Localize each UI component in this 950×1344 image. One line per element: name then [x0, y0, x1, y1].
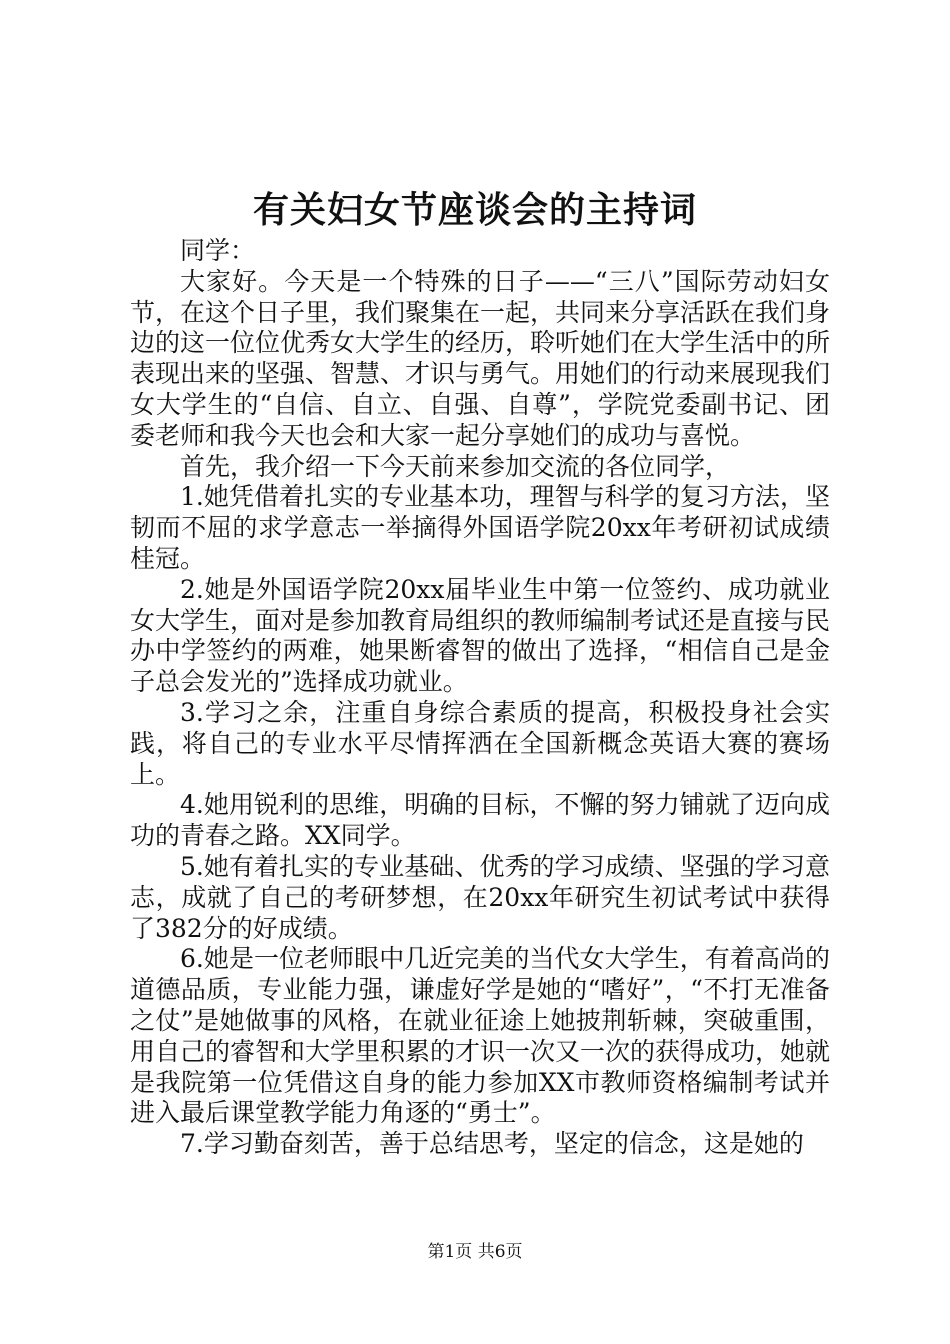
list-item-6: 6.她是一位老师眼中几近完美的当代女大学生，有着高尚的道德品质，专业能力强，谦虚好学是她的“嗜好”，“不打无准备之仗”是她做事的风格，在就业征途上她披荆斩棘，突破重围，用自己的睿智和大学里积累的才识一次又一次的获得成功，她就是我院第一位凭借这自身的能力参加XX市教师资格编制考试并进入最后课堂教学能力角逐的“勇士”。	[130, 944, 831, 1128]
list-item-5: 5.她有着扎实的专业基础、优秀的学习成绩、坚强的学习意志，成就了自己的考研梦想，在20xx年研究生初试考试中获得了382分的好成绩。	[130, 851, 830, 943]
list-item-7: 7.学习勤奋刻苦，善于总结思考，坚定的信念，这是她的	[180, 1129, 804, 1159]
page-title: 有关妇女节座谈会的主持词	[252, 189, 697, 231]
list-item-2: 2.她是外国语学院20xx届毕业生中第一位签约、成功就业女大学生，面对是参加教育局组织的教师编制考试还是直接与民办中学签约的两难，她果断睿智的做出了选择，“相信自己是金子总会发光的”选择成功就业。	[130, 574, 831, 697]
list-item-1: 1.她凭借着扎实的专业基本功，理智与科学的复习方法，坚韧而不屈的求学意志一举摘得外国语学院20xx年考研初试成绩桂冠。	[130, 482, 830, 573]
salutation-paragraph: 同学：	[180, 236, 256, 265]
intro-paragraph: 首先，我介绍一下今天前来参加交流的各位同学，	[180, 451, 731, 481]
list-item-4: 4.她用锐利的思维，明确的目标，不懈的努力铺就了迈向成功的青春之路。XX同学。	[130, 790, 830, 851]
list-item-3: 3.学习之余，注重自身综合素质的提高，积极投身社会实践，将自己的专业水平尽情挥洒在全国新概念英语大赛的赛场上。	[130, 697, 830, 789]
opening-paragraph: 大家好。今天是一个特殊的日子——“三八”国际劳动妇女节，在这个日子里，我们聚集在一起，共同来分享活跃在我们身边的这一位位优秀女大学生的经历，聆听她们在大学生活中的所表现出来的坚强、智慧、才识与勇气。用她们的行动来展现我们女大学生的“自信、自立、自强、自尊”，学院党委副书记、团委老师和我今天也会和大家一起分享她们的成功与喜悦。	[130, 266, 831, 450]
page-footer: 第1页 共6页	[427, 1242, 523, 1262]
document-body	[130, 236, 830, 1160]
